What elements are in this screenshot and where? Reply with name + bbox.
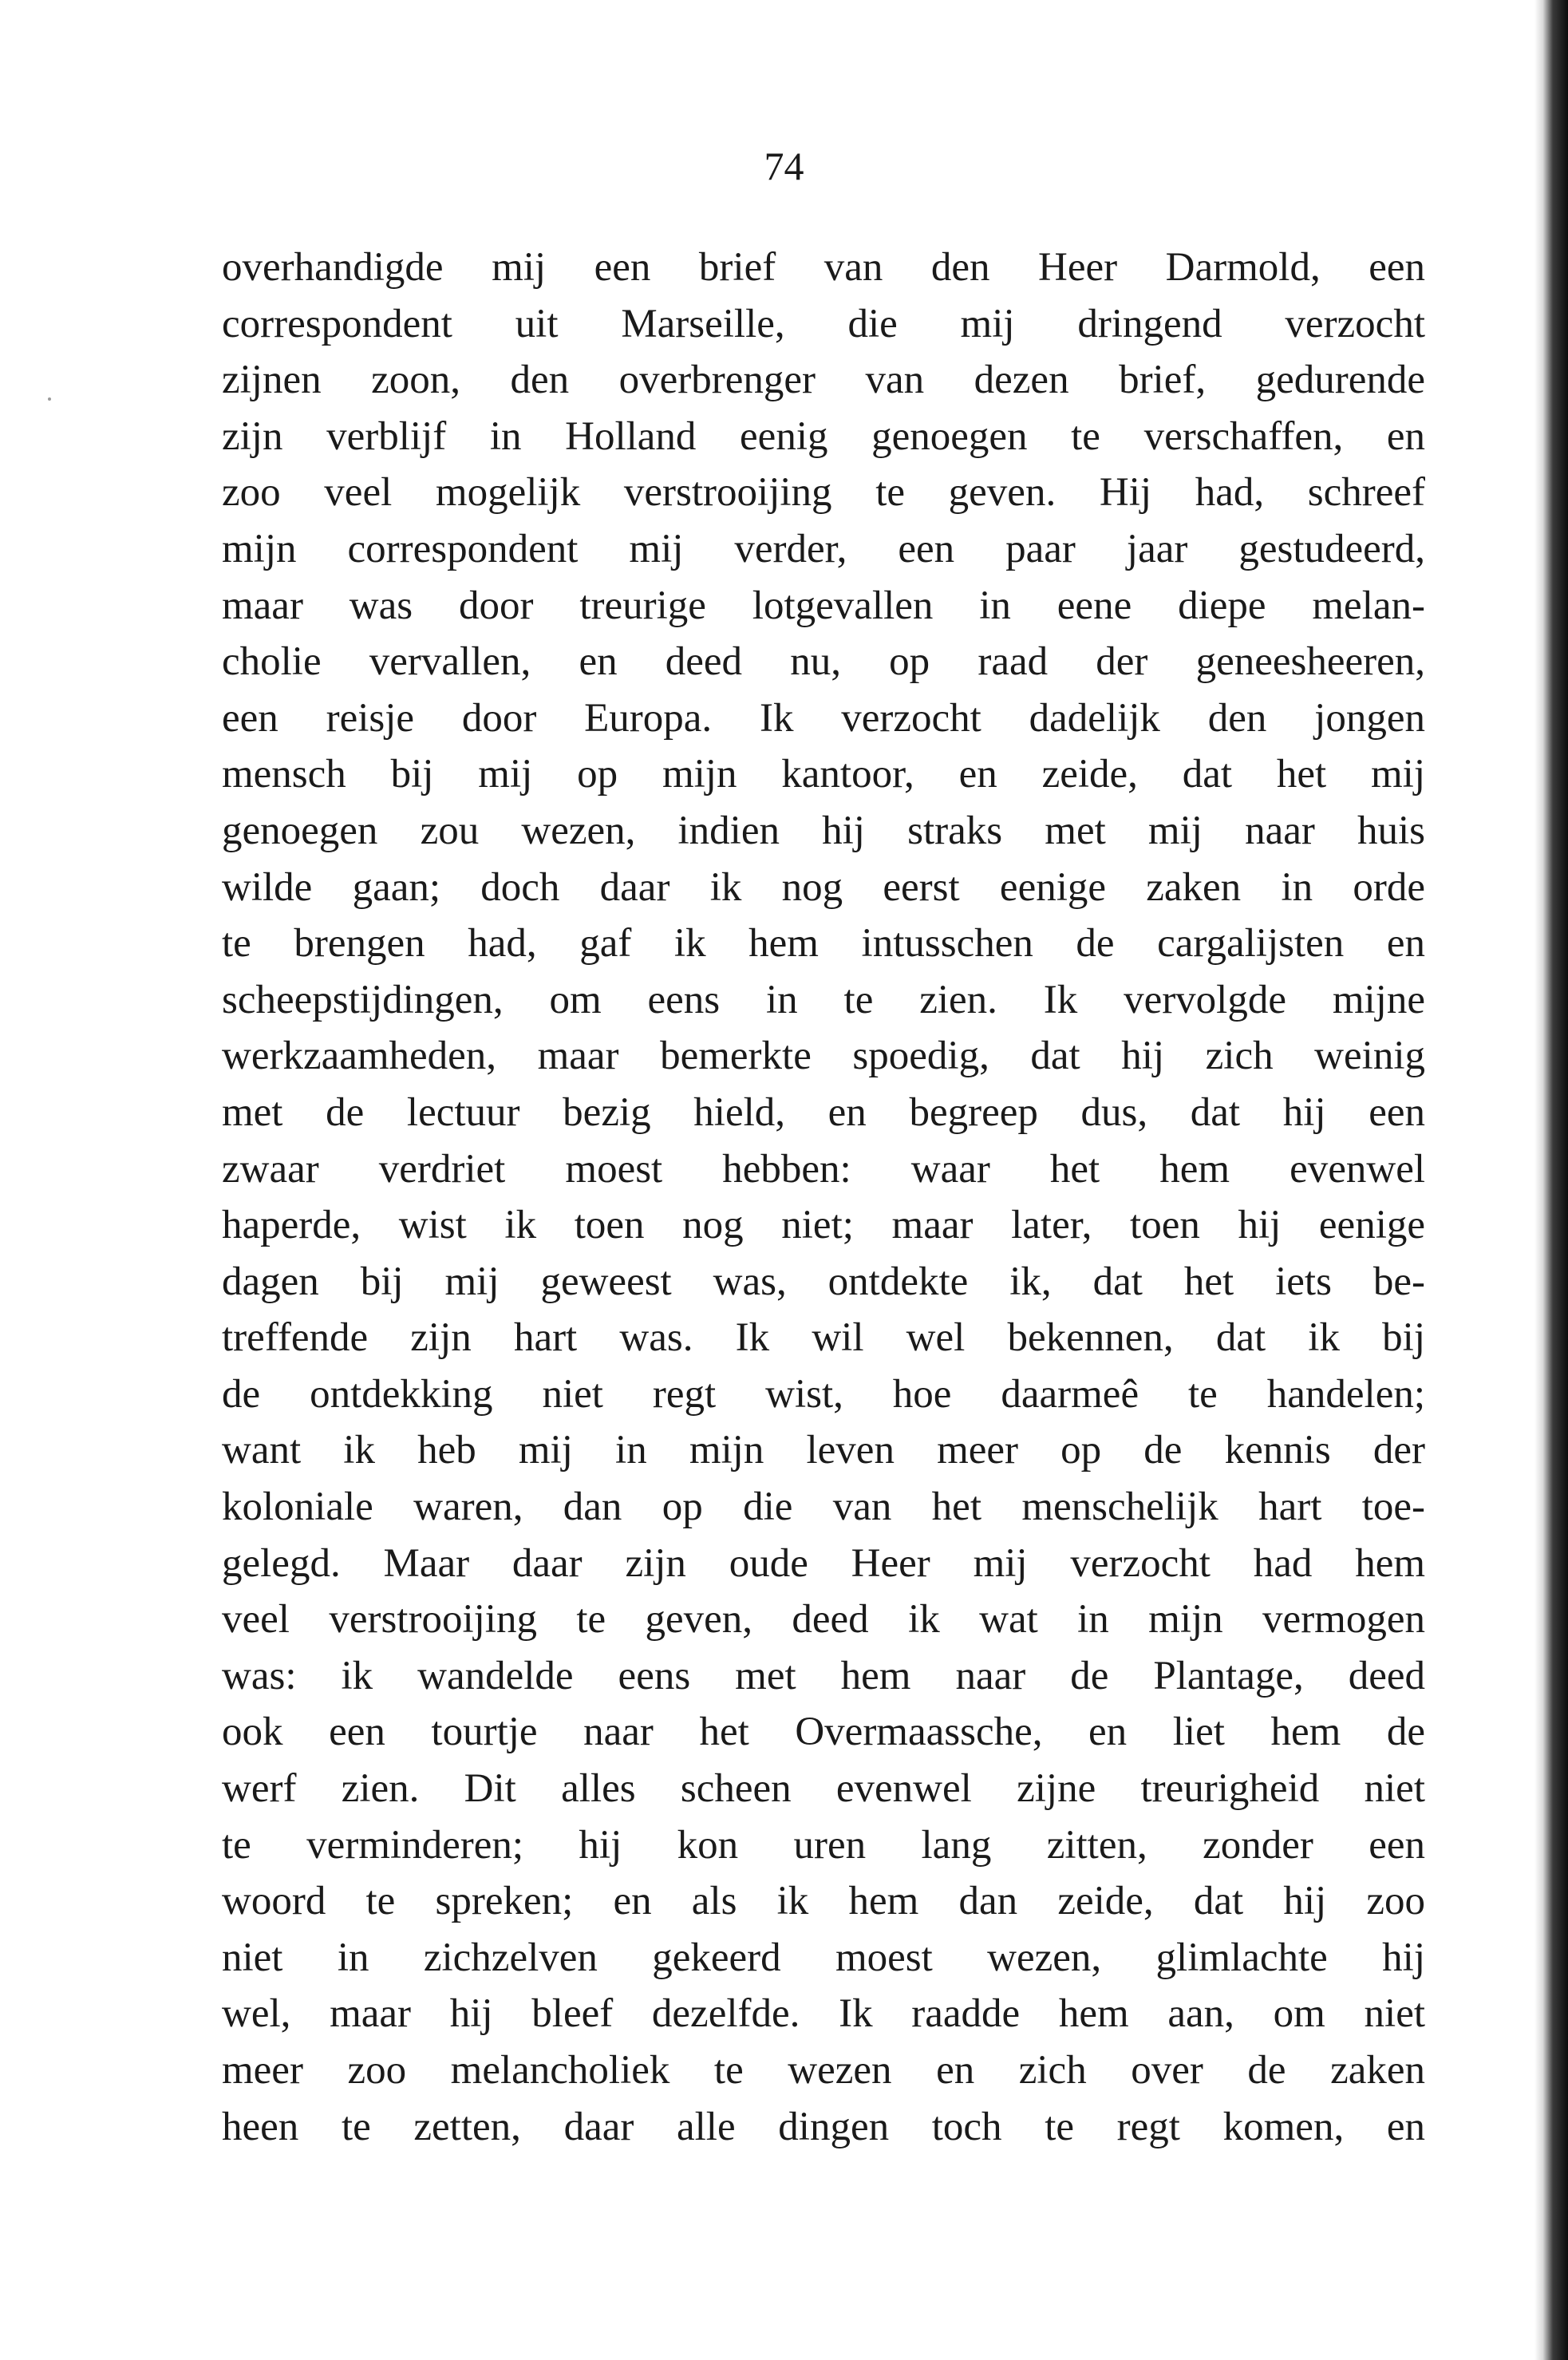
text-line: woord te spreken; en als ik hem dan zeide, dat hij zoo <box>222 1879 1425 1924</box>
text-line: mensch bij mij op mijn kantoor, en zeide, dat het mij <box>222 752 1425 797</box>
text-line: cholie vervallen, en deed nu, op raad der geneesheeren, <box>222 639 1425 685</box>
text-line: zijnen zoon, den overbrenger van dezen brief, gedurende <box>222 358 1425 403</box>
text-line: correspondent uit Marseille, die mij dringend verzocht <box>222 301 1425 346</box>
body-text <box>222 239 1425 2155</box>
text-line: werf zien. Dit alles scheen evenwel zijne treurigheid niet <box>222 1766 1425 1812</box>
text-line: gelegd. Maar daar zijn oude Heer mij verzocht had hem <box>222 1540 1425 1586</box>
text-line: zoo veel mogelijk verstrooijing te geven. Hij had, schreef <box>222 470 1425 516</box>
text-line: wel, maar hij bleef dezelfde. Ik raadde hem aan, om niet <box>222 1991 1425 2037</box>
text-line: meer zoo melancholiek te wezen en zich over de zaken <box>222 2048 1425 2093</box>
text-line: zwaar verdriet moest hebben: waar het hem evenwel <box>222 1146 1425 1192</box>
text-line: want ik heb mij in mijn leven meer op de kennis der <box>222 1428 1425 1473</box>
text-line: maar was door treurige lotgevallen in eene diepe melan- <box>222 583 1425 628</box>
text-line: te brengen had, gaf ik hem intusschen de cargalijsten en <box>222 921 1425 967</box>
text-line: scheepstijdingen, om eens in te zien. Ik vervolgde mijne <box>222 977 1425 1022</box>
text-line: de ontdekking niet regt wist, hoe daarmeê te handelen; <box>222 1371 1425 1417</box>
page-number: 74 <box>764 144 804 188</box>
text-line: overhandigde mij een brief van den Heer Darmold, een <box>222 245 1425 290</box>
text-line: mijn correspondent mij verder, een paar jaar gestudeerd, <box>222 526 1425 571</box>
text-line: te verminderen; hij kon uren lang zitten, zonder een <box>222 1822 1425 1868</box>
text-line: dagen bij mij geweest was, ontdekte ik, dat het iets be- <box>222 1259 1425 1304</box>
text-line: haperde, wist ik toen nog niet; maar later, toen hij eenige <box>222 1203 1425 1248</box>
text-line: een reisje door Europa. Ik verzocht dadelijk den jongen <box>222 695 1425 741</box>
page-binding-edge <box>1534 0 1568 2360</box>
text-line: treffende zijn hart was. Ik wil wel bekennen, dat ik bij <box>222 1315 1425 1361</box>
text-line: werkzaamheden, maar bemerkte spoedig, dat hij zich weinig <box>222 1034 1425 1079</box>
paper-speck <box>48 397 51 401</box>
text-line: koloniale waren, dan op die van het menschelijk hart toe- <box>222 1484 1425 1530</box>
text-line: wilde gaan; doch daar ik nog eerst eenige zaken in orde <box>222 864 1425 910</box>
text-line: was: ik wandelde eens met hem naar de Plantage, deed <box>222 1653 1425 1698</box>
text-line: veel verstrooijing te geven, deed ik wat in mijn vermogen <box>222 1597 1425 1643</box>
text-line: heen te zetten, daar alle dingen toch te regt komen, en <box>222 2104 1425 2149</box>
text-line: zijn verblijf in Holland eenig genoegen te verschaffen, en <box>222 413 1425 459</box>
text-line: genoegen zou wezen, indien hij straks met mij naar huis <box>222 808 1425 853</box>
text-line: niet in zichzelven gekeerd moest wezen, glimlachte hij <box>222 1935 1425 1980</box>
text-line: ook een tourtje naar het Overmaassche, en liet hem de <box>222 1710 1425 1755</box>
text-line: met de lectuur bezig hield, en begreep dus, dat hij een <box>222 1089 1425 1135</box>
